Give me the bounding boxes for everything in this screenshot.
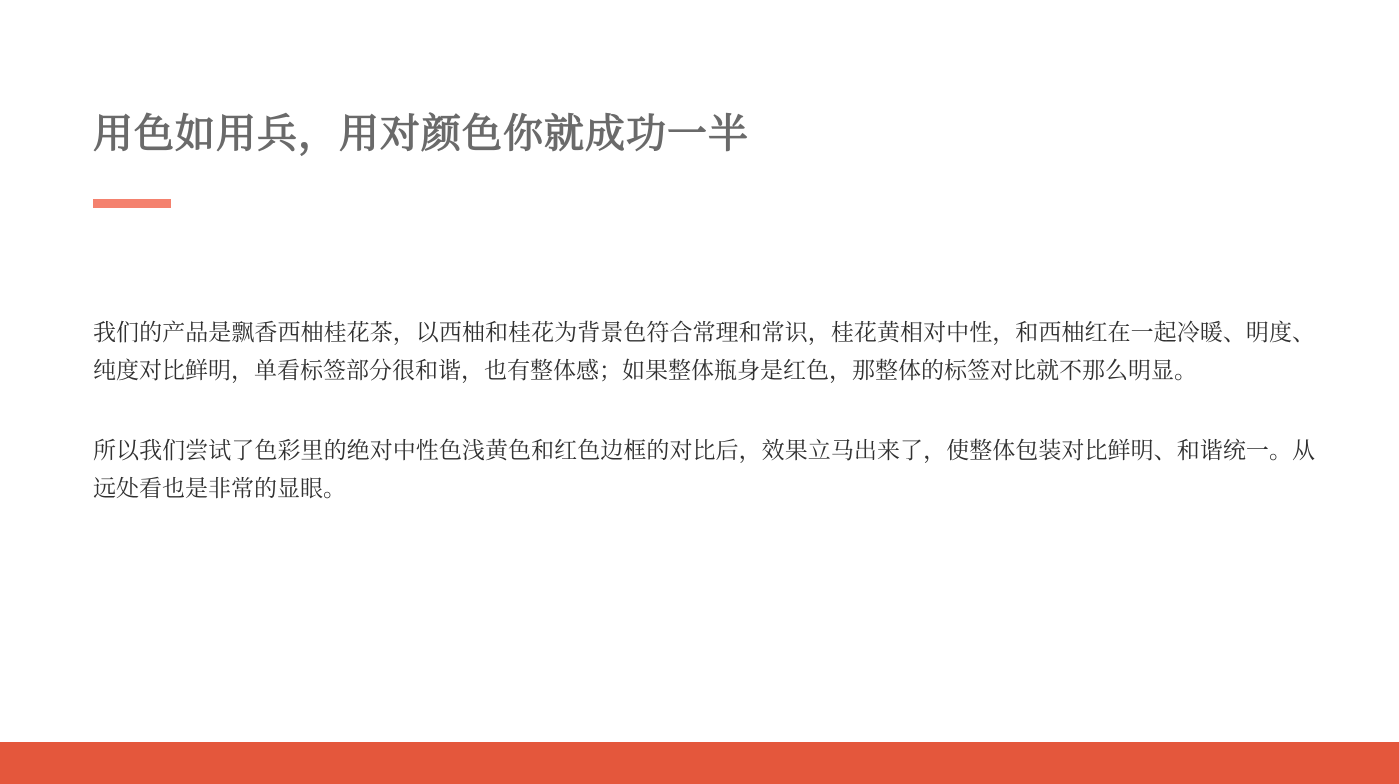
body-paragraph-1: 我们的产品是飘香西柚桂花茶，以西柚和桂花为背景色符合常理和常识，桂花黄相对中性，和西柚红在一起冷暖、明度、纯度对比鲜明，单看标签部分很和谐，也有整体感；如果整体瓶身是红色，那整体的标签对比就不那么明显。 (93, 319, 1315, 383)
body-text-block (93, 313, 1315, 507)
title-accent-underline (93, 199, 171, 208)
footer-accent-bar (0, 742, 1399, 784)
slide-title: 用色如用兵，用对颜色你就成功一半 (93, 112, 749, 156)
body-paragraph-2: 所以我们尝试了色彩里的绝对中性色浅黄色和红色边框的对比后，效果立马出来了，使整体包装对比鲜明、和谐统一。从远处看也是非常的显眼。 (93, 437, 1315, 501)
